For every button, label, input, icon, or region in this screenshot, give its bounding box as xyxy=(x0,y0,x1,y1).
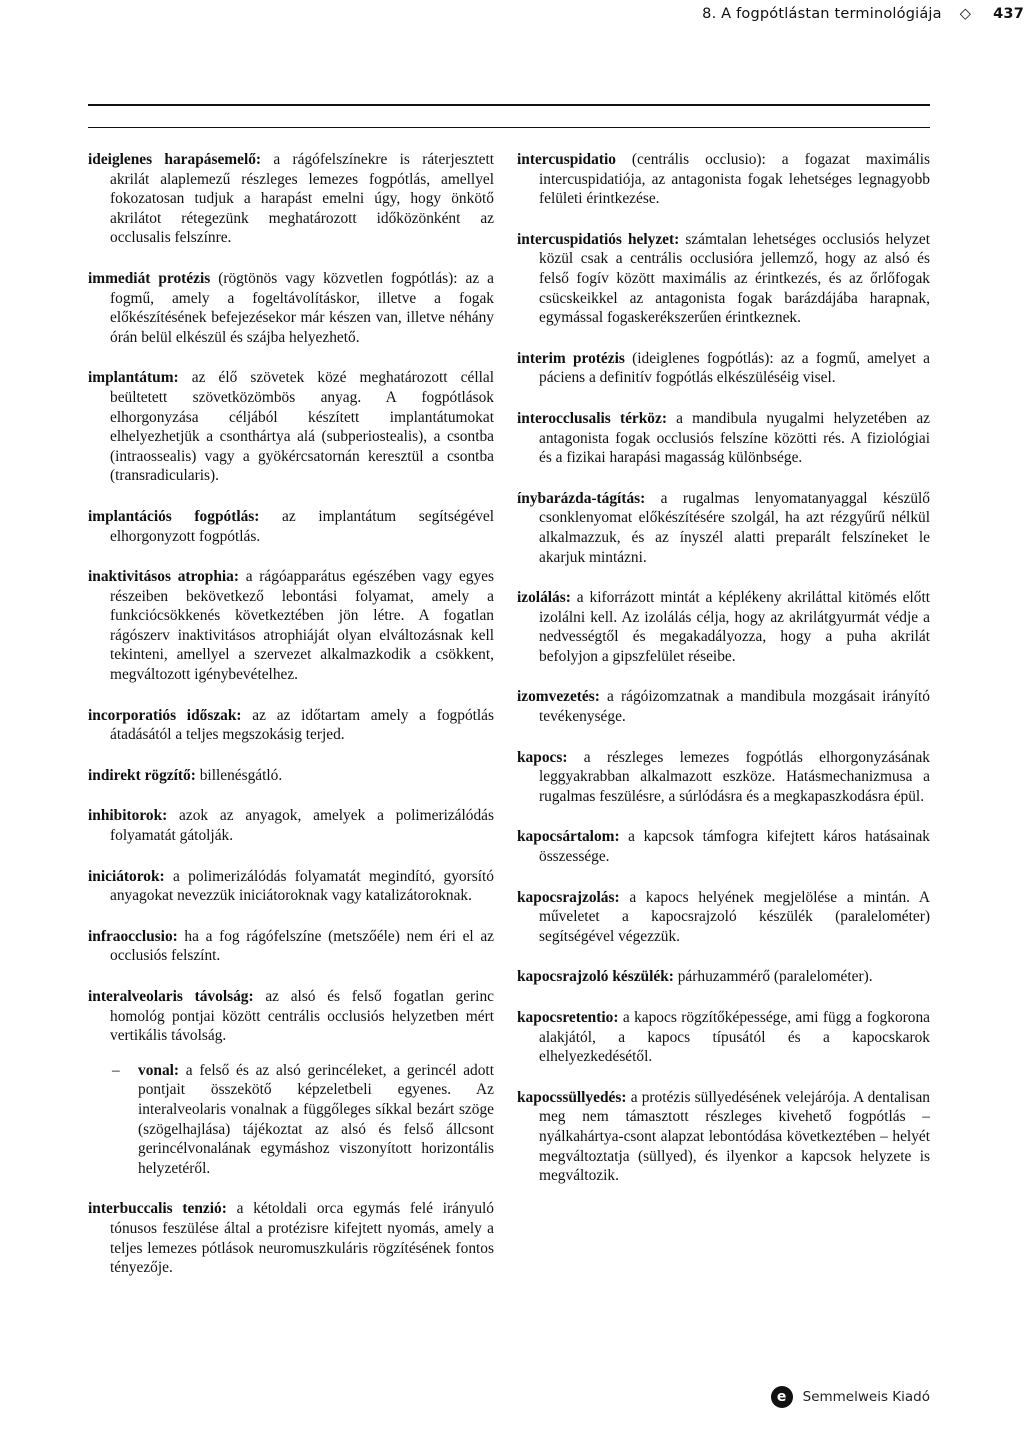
entry-definition: számtalan lehetséges occlusiós helyzet közül csak a centrális occlusióra jellemző, hogy az alsó és felső fogív között maximális az érintkezés, és az őrlőfogak csücskeikkel az antagonista fogak barázdájába harapnak, egymással fogaskerékszerűen érintkeznek. xyxy=(539,230,930,327)
entry-term: interbuccalis tenzió: xyxy=(88,1200,227,1218)
subentry-definition: a felső és az alsó gerincéleket, a gerincél adott pontjait összekötő képzeletbeli egyenes. Az interalveolaris vonalnak a függőleges síkkal bezárt szöge (szögelhajlása) tájékoztat az alsó és felső állcsont gerincélvonalának egymáshoz viszonyított horizontális helyzetéről. xyxy=(138,1061,494,1177)
entry-definition: a részleges lemezes fogpótlás elhorgonyzásának leggyakrabban alkalmazott eszköze. Hatásmechanizmusa a rugalmas feszülésre, a súrlódásra és a megkapaszkodásra épül. xyxy=(539,748,930,805)
glossary-entry xyxy=(517,409,930,468)
glossary-entry xyxy=(517,827,930,866)
glossary-subentry xyxy=(88,1061,494,1179)
entry-definition: ha a fog rágófelszíne (metszőéle) nem éri el az occlusiós felszínt. xyxy=(110,927,494,965)
glossary-entry xyxy=(88,766,494,786)
entry-definition: az az időtartam amely a fogpótlás átadásától a teljes megszokásig terjed. xyxy=(110,706,495,744)
entry-term: inaktivitásos atrophia: xyxy=(88,568,239,586)
entry-term: intercuspidatio xyxy=(517,151,616,168)
entry-definition: a rugalmas lenyomatanyaggal készülő csonklenyomat előkészítésére szolgál, ha azt rézgyűrű nélkül alkalmazzuk, és az ínyszél alatti preparált felszíneket le akarjuk mintázni. xyxy=(539,489,930,566)
glossary-entry xyxy=(88,806,494,845)
entry-term: intercuspidatiós helyzet: xyxy=(517,230,680,248)
entry-definition: a kapocs rögzítőképessége, ami függ a fogkorona alakjától, a kapocs típusától és a kapocskarok elhelyezkedésétől. xyxy=(539,1009,930,1066)
entry-term: kapocssüllyedés: xyxy=(517,1088,627,1106)
glossary-entry xyxy=(88,927,494,966)
left-column xyxy=(88,150,494,1299)
publisher-footer xyxy=(771,1386,930,1408)
right-column xyxy=(517,150,930,1207)
glossary-entry xyxy=(517,967,930,987)
glossary-entry xyxy=(517,489,930,567)
entry-term: ínybarázda-tágítás: xyxy=(517,489,646,507)
glossary-entry xyxy=(88,867,494,906)
entry-definition: a polimerizálódás folyamatát megindító, gyorsító anyagokat nevezzük iniciátoroknak vagy katalizátoroknak. xyxy=(110,867,494,905)
entry-term: kapocs: xyxy=(517,748,568,766)
publisher-name: Semmelweis Kiadó xyxy=(802,1389,930,1405)
glossary-entry xyxy=(88,150,494,248)
diamond-icon: ◇ xyxy=(959,6,972,22)
entry-definition: az élő szövetek közé meghatározott céllal beültetett szövetközömbös anyag. A fogpótlások elhorgonyzása céljából készített implantátumokat elhelyezhetjük a csonthártya alá (subperiostealis), a csontba (intraossealis) vagy a gyökércsatornán keresztül a csontba (transradicularis). xyxy=(110,369,494,485)
entry-term: incorporatiós időszak: xyxy=(88,706,242,724)
glossary-entry xyxy=(517,888,930,947)
glossary-entry xyxy=(88,368,494,486)
entry-term: kapocsártalom: xyxy=(517,828,620,846)
entry-term: kapocsretentio: xyxy=(517,1009,619,1026)
entry-term: interocclusalis térköz: xyxy=(517,409,667,427)
glossary-entry xyxy=(88,269,494,347)
entry-definition: a kapocs helyének megjelölése a mintán. A műveletet a kapocsrajzoló készülék (paralelométer) segítségével végezzük. xyxy=(539,888,930,945)
glossary-entry xyxy=(88,567,494,685)
entry-term: inhibitorok: xyxy=(88,807,168,825)
entry-term: izolálás: xyxy=(517,589,571,607)
entry-term: infraocclusio: xyxy=(88,927,178,945)
entry-term: interalveolaris távolság: xyxy=(88,988,254,1005)
entry-definition: az implantátum segítségével elhorgonyzott fogpótlás. xyxy=(110,507,494,545)
entry-definition: a rágóizomzatnak a mandibula mozgásait irányító tevékenysége. xyxy=(539,688,930,726)
entry-definition: a protézis süllyedésének velejárója. A dentalisan meg nem támasztott részleges kivehető fogpótlás – nyálkahártya-csont alapzat lebontódása következtében – helyét megváltoztatja (süllyed), és ilyenkor a kapcsok helyzete is megváltozik. xyxy=(539,1088,930,1185)
header-rule-bottom xyxy=(88,127,930,128)
entry-definition: (ideiglenes fogpótlás): az a fogmű, amelyet a páciens a definitív fogpótlás elkészüléséig visel. xyxy=(539,349,931,387)
subentry-term: vonal: xyxy=(138,1061,180,1079)
entry-definition: a kapcsok támfogra kifejtett káros hatásainak összessége. xyxy=(539,828,930,866)
glossary-entry xyxy=(517,349,930,388)
entry-term: indirekt rögzítő: xyxy=(88,766,196,784)
entry-term: interim protézis xyxy=(517,349,625,367)
header-rule-top xyxy=(88,104,930,106)
dash-bullet: – xyxy=(112,1061,120,1079)
entry-definition: azok az anyagok, amelyek a polimerizálódás folyamatát gátolják. xyxy=(110,807,494,845)
entry-term: implantátum: xyxy=(88,369,179,387)
entry-term: implantációs fogpótlás: xyxy=(88,507,260,525)
entry-definition: a rágófelszínekre is ráterjesztett akrilát alaplemezű részleges lemezes fogpótlás, amellyel fokozatosan tudjuk a harapást emelni úgy, hogy önkötő akrilátot rétegezünk meghatározott időközönként az occlusalis felszínre. xyxy=(110,151,495,247)
entry-definition: párhuzammérő (paralelométer). xyxy=(673,968,873,986)
entry-definition: (rögtönös vagy közvetlen fogpótlás): az a fogmű, amely a fogeltávolításkor, illetve a fogak előkészítésének befejezésekor már készen van, illetve néhány órán belül elkészül és szájba helyezhető. xyxy=(110,269,494,346)
entry-definition: a mandibula nyugalmi helyzetében az antagonista fogak occlusiós felszíne közötti rés. A fiziológiai és a fizikai harapási magasság különbsége. xyxy=(539,409,930,467)
glossary-entry xyxy=(517,748,930,807)
glossary-entry xyxy=(517,687,930,726)
glossary-entry xyxy=(517,1088,930,1186)
entry-definition: billenésgátló. xyxy=(195,766,283,784)
page-number: 437 xyxy=(993,6,1024,22)
glossary-entry xyxy=(88,987,494,1046)
entry-definition: (centrális occlusio): a fogazat maximális intercuspidatiója, az antagonista fogak lehetséges legnagyobb felületi érintkezése. xyxy=(539,151,930,208)
entry-definition: a kétoldali orca egymás felé irányuló tónusos feszülése által a protézisre kifejtett nyomás, amely a teljes lemezes pótlások neuromuszkuláris rögzítésének fontos tényezője. xyxy=(110,1200,494,1277)
running-header xyxy=(702,6,1024,22)
entry-term: ideiglenes harapásemelő: xyxy=(88,151,262,168)
publisher-logo-icon: e xyxy=(771,1386,793,1408)
glossary-entry xyxy=(517,588,930,666)
entry-term: kapocsrajzolás: xyxy=(517,888,620,906)
entry-term: izomvezetés: xyxy=(517,688,600,706)
glossary-entry xyxy=(517,150,930,209)
entry-term: immediát protézis xyxy=(88,269,211,287)
glossary-entry xyxy=(517,1008,930,1067)
entry-term: iniciátorok: xyxy=(88,867,165,885)
entry-definition: a kiforrázott mintát a képlékeny akriláttal kitömés előtt izolálni kell. Az izolálás célja, hogy az akrilátgyurmát védje a nedvességtől és megakadályozza, hogy a puha akrilát befolyjon a gipszfelület réseibe. xyxy=(539,589,930,665)
glossary-entry xyxy=(88,1199,494,1277)
entry-term: kapocsrajzoló készülék: xyxy=(517,968,674,986)
entry-definition: az alsó és felső fogatlan gerinc homológ pontjai között centrális occlusiós helyzetben mért vertikális távolság. xyxy=(110,988,494,1045)
glossary-entry xyxy=(88,507,494,546)
entry-definition: a rágóapparátus egészében vagy egyes részeiben bekövetkező lebontási folyamat, amely a funkciócsökkenés következtében jön létre. A fogatlan rágószerv inaktivitásos atrophiáját olyan elváltozásnak kell tekinteni, amellyel a szervezet alkalmazkodik a csökkent, megváltozott igénybevételhez. xyxy=(110,568,495,684)
glossary-entry xyxy=(88,706,494,745)
glossary-entry xyxy=(517,230,930,328)
chapter-title: 8. A fogpótlástan terminológiája xyxy=(702,6,942,22)
